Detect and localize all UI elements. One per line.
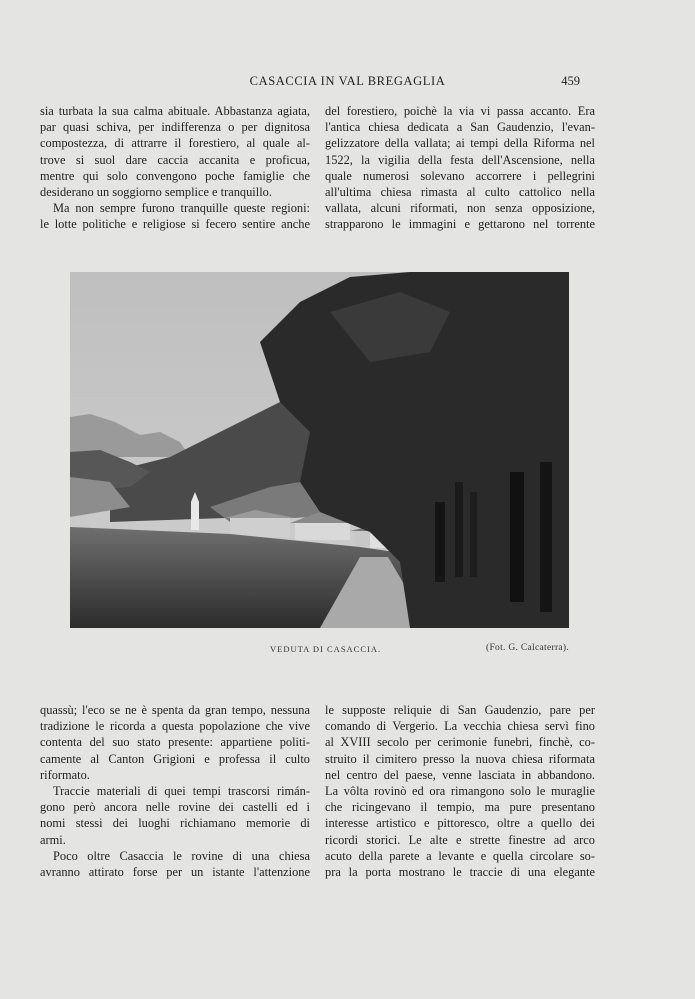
text-line: gono però ancora nelle rovine dei castelli ed i (40, 800, 310, 815)
text-line: armi. (40, 832, 66, 847)
text-line: vallata, alcuni riformati, non senza opposizione, (325, 201, 595, 216)
photo-casaccia-view (70, 272, 569, 628)
text-line: contenta del suo stato presente: appartiene politi- (40, 735, 310, 750)
page-header (0, 74, 695, 92)
text-column-top-right (325, 103, 595, 233)
text-line: comando di Vergerio. La vecchia chiesa servì fino (325, 719, 595, 734)
text-line: compostezza, di attrarre il forestiero, al quale al- (40, 136, 310, 151)
text-line: l'antica chiesa dedicata a San Gaudenzio, l'evan- (325, 120, 595, 135)
text-column-top-left (40, 103, 310, 233)
text-line: avranno attirato forse per un istante l'attenzione (40, 865, 310, 880)
text-line: sia turbata la sua calma abituale. Abbastanza agiata, (40, 104, 310, 118)
text-line: ricordi storici. Le alte e strette finestre ad arco (325, 832, 595, 847)
running-title: CASACCIA IN VAL BREGAGLIA (249, 74, 446, 88)
text-line: nel centro del paese, venne lasciata in abbandono. (325, 767, 595, 782)
text-line: Poco oltre Casaccia le rovine di una chiesa (53, 848, 310, 863)
text-line: strapparono le immagini e gettarono nel torrente (325, 217, 595, 232)
text-line: struito il cimitero presso la nuova chiesa riformata (325, 751, 595, 766)
text-line: nomi stessi dei luoghi richiamano memorie di (40, 816, 310, 831)
text-line: all'ultima chiesa rimasta al culto cattolico nella (325, 185, 595, 200)
text-line: trove si suol dare caccia accanita e proficua, (40, 152, 310, 167)
text-line: par quasi schiva, per indifferenza o per dignitosa (40, 120, 310, 135)
text-line: gelizzatore della vallata; ai tempi della Riforma nel (325, 136, 595, 151)
text-line: che ricingevano il tempio, ma pure presentano (325, 800, 595, 815)
text-line: acuto della parete a levante e quella circolare so- (325, 848, 595, 863)
text-line: riformato. (40, 767, 90, 782)
figure-caption: VEDUTA DI CASACCIA. (270, 644, 382, 654)
text-line: quassù; l'eco se ne è spenta da gran tempo, nessuna (40, 703, 310, 717)
text-line: del forestiero, poichè la via vi passa accanto. Era (325, 104, 595, 118)
text-line: quale numerosi solevano accorrere i pellegrini (325, 168, 595, 183)
text-line: La vôlta rovinò ed ora rimangono solo le muraglie (325, 784, 595, 799)
text-line: Traccie materiali di quei tempi trascorsi rimán- (53, 784, 310, 799)
text-column-bottom-left (40, 702, 310, 880)
text-line: al XVIII secolo per cerimonie funebri, finchè, co- (325, 735, 595, 750)
text-line: mentre qui solo convengono poche famiglie che (40, 168, 310, 183)
text-line: interesse artistico e pittoresco, oltre a quello dei (325, 816, 595, 831)
text-line: desiderano un soggiorno semplice e tranquillo. (40, 185, 272, 200)
text-line: Ma non sempre furono tranquille queste regioni: (53, 201, 310, 216)
text-line: tradizione le ricorda a questa popolazione che vive (40, 719, 310, 734)
text-column-bottom-right (325, 702, 595, 880)
text-line: le lotte politiche e religiose si fecero sentire anche (40, 217, 310, 232)
text-line: camente al Canton Grigioni e professa il culto (40, 751, 310, 766)
photo-credit: (Fot. G. Calcaterra). (486, 643, 570, 653)
page-number: 459 (561, 74, 580, 88)
text-line: 1522, la vigilia della festa dell'Ascensione, nella (325, 152, 595, 167)
text-line: pra la porta mostrano le traccie di una elegante (325, 865, 595, 880)
text-line: le supposte reliquie di San Gaudenzio, pare per (325, 703, 595, 717)
